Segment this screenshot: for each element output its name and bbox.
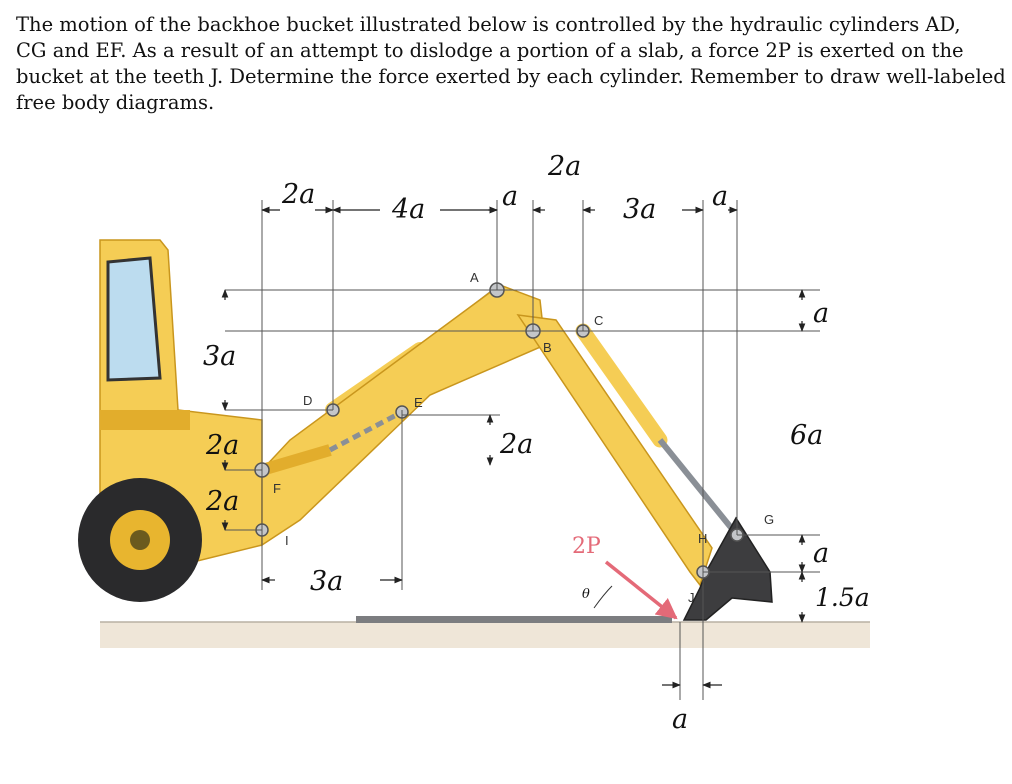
- dim-top-a-right: a: [712, 181, 729, 212]
- dim-left-2a-upper: 2a: [206, 430, 240, 461]
- dim-top-2a-left: 2a: [282, 179, 316, 210]
- label-i: I: [285, 533, 289, 548]
- dim-right-a-bottom: a: [813, 538, 830, 569]
- problem-line: free body diagrams.: [16, 91, 215, 114]
- label-f: F: [273, 481, 281, 496]
- label-d: D: [303, 393, 313, 408]
- force-label: 2P: [572, 534, 601, 559]
- problem-line: The motion of the backhoe bucket illustrated below is controlled by the hydraulic cylinders AD,: [16, 13, 961, 36]
- label-c: C: [594, 313, 604, 328]
- problem-line: CG and EF. As a result of an attempt to dislodge a portion of a slab, a force 2P is exerted on the: [16, 39, 964, 62]
- rear-wheel: [78, 478, 202, 602]
- label-e: E: [414, 395, 423, 410]
- dim-right-1-5a: 1.5a: [815, 583, 870, 612]
- dim-right-a-top: a: [813, 298, 830, 329]
- label-g: G: [764, 512, 775, 527]
- applied-force: [594, 562, 676, 618]
- problem-line: bucket at the teeth J. Determine the force exerted by each cylinder. Remember to draw well-labeled: [16, 65, 1006, 88]
- ground: [100, 622, 870, 648]
- dim-bottom-3a: 3a: [310, 566, 344, 597]
- dim-top-a-left: a: [502, 181, 519, 212]
- dim-boom-2a: 2a: [500, 429, 534, 460]
- label-j: J: [688, 590, 695, 605]
- dim-left-2a-lower: 2a: [206, 486, 240, 517]
- dim-top-3a: 3a: [623, 194, 657, 225]
- dim-right-6a: 6a: [790, 420, 824, 451]
- dim-top-2a-right: 2a: [548, 151, 582, 182]
- label-h: H: [698, 531, 708, 546]
- label-b: B: [543, 340, 552, 355]
- dim-bottom-a: a: [672, 704, 689, 735]
- arm: [518, 315, 712, 585]
- slab: [356, 616, 672, 623]
- dim-left-3a: 3a: [203, 341, 237, 372]
- angle-label: θ: [582, 587, 590, 602]
- label-a: A: [470, 270, 479, 285]
- dim-top-4a: 4a: [392, 194, 426, 225]
